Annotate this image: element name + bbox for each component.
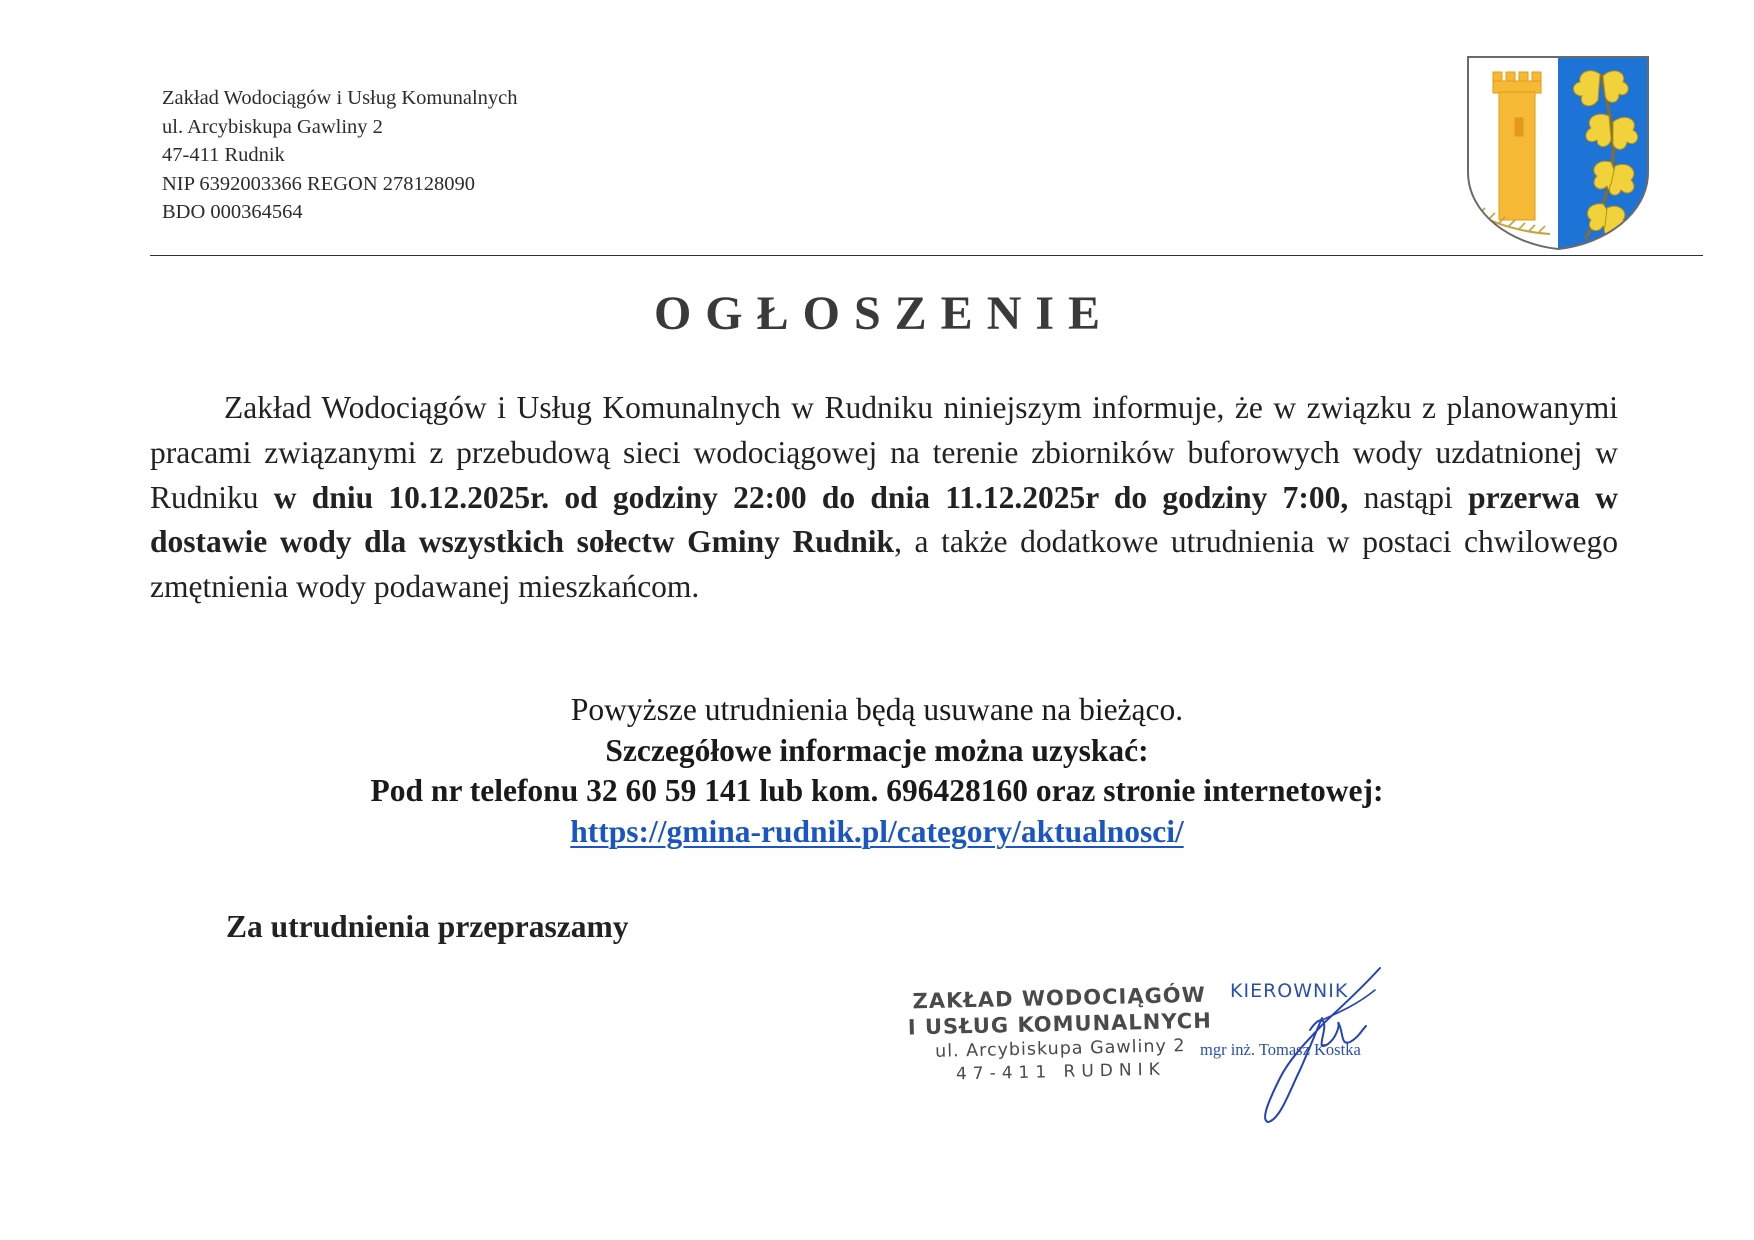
- info-line-2: Szczegółowe informacje można uzyskać:: [605, 732, 1149, 768]
- official-stamp: [899, 981, 1221, 1086]
- stamp-line-3: ul. Arcybiskupa Gawliny 2: [934, 1036, 1186, 1062]
- stamp-line-1: ZAKŁAD WODOCIĄGÓW: [912, 982, 1207, 1014]
- header-divider: [150, 255, 1703, 256]
- letterhead-address: [162, 84, 518, 227]
- announcement-intro: Zakład Wodociągów i Usług Komunalnych w Rudniku niniejszym informuje, że w związku z planowanymi pracami związanymi z przebudową sieci wodociągowej na terenie zbiorników buforowych wody uzdatnionej w Rudniku: [150, 390, 1618, 515]
- org-tax-ids: NIP 6392003366 REGON 278128090: [162, 172, 476, 195]
- signatory-title: KIEROWNIK: [1230, 980, 1349, 1002]
- announcement-time-range: w dniu 10.12.2025r. od godziny 22:00 do dnia 11.12.2025r do godziny 7:00,: [273, 479, 1349, 515]
- stamp-line-4: 47-411 RUDNIK: [955, 1059, 1166, 1085]
- apology-text: Za utrudnienia przepraszamy: [226, 909, 629, 944]
- info-line-1: Powyższe utrudnienia będą usuwane na bieżąco.: [570, 692, 1184, 727]
- signature-icon: [1190, 960, 1400, 1130]
- info-line-3: Pod nr telefonu 32 60 59 141 lub kom. 696428160 oraz stronie internetowej:: [370, 773, 1384, 808]
- website-link[interactable]: https://gmina-rudnik.pl/category/aktualnosci/: [570, 813, 1184, 849]
- coat-of-arms-icon: [1465, 54, 1651, 252]
- announcement-end: , a także dodatkowe utrudnienia w postaci chwilowego zmętnienia wody podawanej mieszkańcom.: [150, 524, 1619, 605]
- signatory-name: mgr inż. Tomasz Kostka: [1200, 1040, 1361, 1059]
- org-street: ul. Arcybiskupa Gawliny 2: [162, 115, 383, 138]
- announcement-scope: przerwa w dostawie wody dla wszystkich sołectw Gminy Rudnik: [150, 479, 1619, 560]
- org-city: 47-411 Rudnik: [162, 144, 285, 166]
- contact-info: [0, 690, 1754, 852]
- stamp-line-2: I USŁUG KOMUNALNYCH: [907, 1008, 1213, 1040]
- org-bdo: BDO 000364564: [162, 201, 303, 223]
- announcement-paragraph: [150, 386, 1618, 610]
- page-title: OGŁOSZENIE: [653, 287, 1115, 340]
- org-name: Zakład Wodociągów i Usług Komunalnych: [162, 87, 518, 109]
- announcement-mid: nastąpi: [1348, 479, 1469, 515]
